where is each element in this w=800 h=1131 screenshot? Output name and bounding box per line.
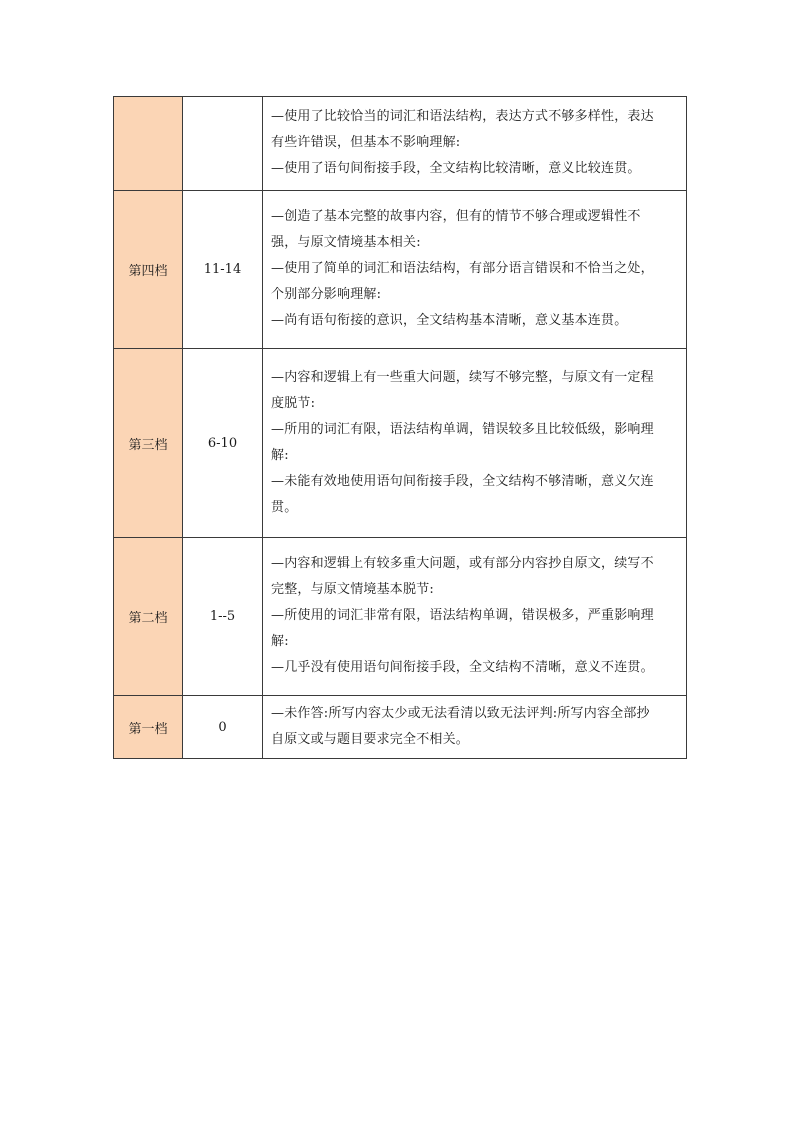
description-line: 度脱节: — [271, 395, 316, 411]
level-cell — [114, 538, 183, 696]
rubric-row-level-1 — [114, 696, 687, 759]
description-line: 个别部分影响理解: — [271, 287, 382, 302]
rubric-row-level-2 — [114, 538, 687, 696]
rubric-row-level-3 — [114, 349, 687, 538]
description-line: 解: — [271, 447, 289, 463]
scoring-rubric-table — [113, 96, 687, 759]
description-cell — [263, 349, 687, 538]
level-cell — [114, 191, 183, 349]
level-label: 第四档 — [128, 264, 168, 279]
description-cell — [263, 97, 687, 191]
description-line: 自原文或与题目要求完全不相关。 — [271, 731, 470, 747]
level-label: 第三档 — [128, 437, 168, 453]
score-range: 6-10 — [207, 435, 238, 451]
level-label: 第一档 — [128, 721, 168, 737]
description-line: —所使用的词汇非常有限，语法结构单调，错误极多，严重影响理 — [271, 608, 654, 623]
score-cell — [183, 97, 263, 191]
description-line: —几乎没有使用语句间衔接手段，全文结构不清晰，意义不连贯。 — [271, 660, 654, 675]
description-line: —内容和逻辑上有较多重大问题，或有部分内容抄自原文，续写不 — [271, 556, 654, 571]
score-cell — [183, 349, 263, 538]
score-cell — [183, 696, 263, 759]
score-cell — [183, 191, 263, 349]
description-line: —使用了简单的词汇和语法结构，有部分语言错误和不恰当之处， — [271, 261, 654, 276]
description-cell — [263, 538, 687, 696]
description-line: —未能有效地使用语句间衔接手段，全文结构不够清晰，意义欠连 — [271, 473, 654, 489]
description-line: 有些许错误，但基本不影响理解: — [271, 135, 461, 150]
description-line: —使用了比较恰当的词汇和语法结构，表达方式不够多样性，表达 — [271, 109, 654, 124]
description-cell — [263, 696, 687, 759]
rubric-row-continued — [114, 97, 687, 191]
level-cell — [114, 696, 183, 759]
description-line: 完整，与原文情境基本脱节: — [271, 582, 434, 597]
description-line: —尚有语句衔接的意识，全文结构基本清晰，意义基本连贯。 — [271, 313, 628, 328]
description-line: —所用的词汇有限，语法结构单调，错误较多且比较低级，影响理 — [271, 421, 654, 437]
level-label: 第二档 — [128, 611, 168, 626]
score-range: 1--5 — [209, 609, 236, 624]
description-line: —未作答:所写内容太少或无法看清以致无法评判:所写内容全部抄 — [271, 705, 650, 721]
description-line: 贯。 — [271, 499, 298, 515]
description-line: —内容和逻辑上有一些重大问题，续写不够完整，与原文有一定程 — [271, 369, 654, 385]
score-cell — [183, 538, 263, 696]
rubric-row-level-4 — [114, 191, 687, 349]
score-range: 11-14 — [203, 262, 242, 277]
description-line: 强，与原文情境基本相关: — [271, 235, 421, 250]
score-range: 0 — [218, 719, 227, 735]
description-line: —使用了语句间衔接手段，全文结构比较清晰，意义比较连贯。 — [271, 161, 641, 176]
level-cell — [114, 97, 183, 191]
description-line: —创造了基本完整的故事内容，但有的情节不够合理或逻辑性不 — [271, 209, 641, 224]
description-cell — [263, 191, 687, 349]
level-cell — [114, 349, 183, 538]
description-line: 解: — [271, 634, 289, 649]
